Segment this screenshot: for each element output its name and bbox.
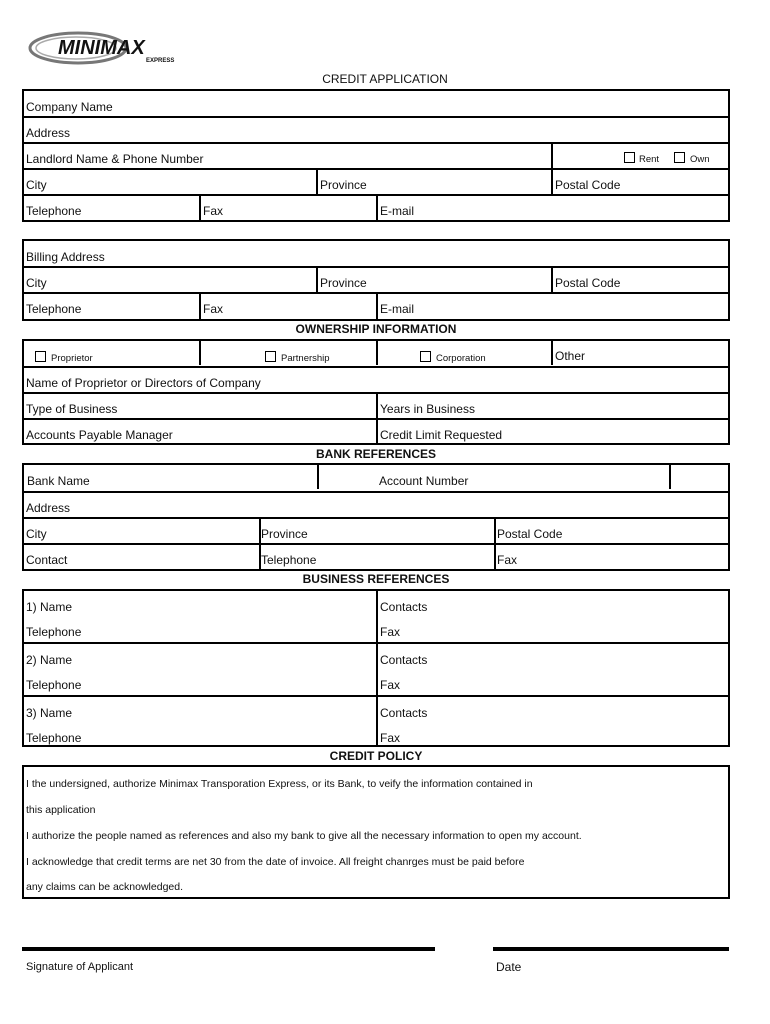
ref-2-telephone-field[interactable]: Telephone: [26, 678, 82, 692]
company-info-section: [22, 89, 730, 222]
billing-province-field[interactable]: Province: [320, 276, 367, 290]
ref-3-name-field[interactable]: 3) Name: [26, 706, 73, 720]
bank-city-field[interactable]: City: [26, 527, 47, 541]
credit-policy-section: [22, 765, 730, 899]
credit-limit-field[interactable]: Credit Limit Requested: [380, 428, 503, 442]
bank-postal-code-field[interactable]: Postal Code: [497, 527, 563, 541]
postal-code-field[interactable]: Postal Code: [555, 178, 621, 192]
proprietor-checkbox[interactable]: [35, 351, 46, 362]
type-of-business-field[interactable]: Type of Business: [26, 402, 118, 416]
billing-postal-code-field[interactable]: Postal Code: [555, 276, 621, 290]
page-title: CREDIT APPLICATION: [322, 72, 448, 86]
policy-line: I acknowledge that credit terms are net 30 from the date of invoice. All freight chanrges must be paid before: [26, 856, 525, 868]
bank-fax-field[interactable]: Fax: [497, 553, 518, 567]
corporation-checkbox[interactable]: [420, 351, 431, 362]
business-refs-heading: BUSINESS REFERENCES: [302, 572, 450, 586]
ownership-heading: OWNERSHIP INFORMATION: [295, 322, 457, 336]
ref-2-name-field[interactable]: 2) Name: [26, 653, 73, 667]
proprietor-label: Proprietor: [51, 353, 93, 364]
ref-2-fax-field[interactable]: Fax: [380, 678, 401, 692]
policy-line: I authorize the people named as references and also my bank to give all the necessary information to open my account.: [26, 830, 582, 842]
billing-city-field[interactable]: City: [26, 276, 47, 290]
landlord-field[interactable]: Landlord Name & Phone Number: [26, 152, 204, 166]
billing-fax-field[interactable]: Fax: [203, 302, 224, 316]
account-number-field[interactable]: Account Number: [379, 474, 469, 488]
city-field[interactable]: City: [26, 178, 47, 192]
logo-main-text: MINIMAX: [58, 37, 145, 59]
own-checkbox[interactable]: [674, 152, 685, 163]
ref-1-contacts-field[interactable]: Contacts: [380, 600, 428, 614]
credit-policy-heading: CREDIT POLICY: [329, 749, 423, 763]
logo-swoosh-icon: [28, 30, 198, 66]
date-line[interactable]: [493, 947, 729, 951]
signature-label: Signature of Applicant: [26, 961, 134, 973]
company-name-field[interactable]: Company Name: [26, 100, 113, 114]
ref-3-telephone-field[interactable]: Telephone: [26, 731, 82, 745]
corporation-label: Corporation: [436, 353, 486, 364]
billing-email-field[interactable]: E-mail: [380, 302, 415, 316]
bank-address-field[interactable]: Address: [26, 501, 71, 515]
bank-province-field[interactable]: Province: [261, 527, 308, 541]
billing-section: [22, 239, 730, 321]
billing-telephone-field[interactable]: Telephone: [26, 302, 82, 316]
date-label: Date: [496, 960, 522, 974]
directors-field[interactable]: Name of Proprietor or Directors of Company: [26, 376, 261, 390]
partnership-label: Partnership: [281, 353, 330, 364]
address-field[interactable]: Address: [26, 126, 71, 140]
policy-line: this application: [26, 804, 96, 816]
bank-heading: BANK REFERENCES: [315, 447, 436, 461]
ref-1-telephone-field[interactable]: Telephone: [26, 625, 82, 639]
ref-1-fax-field[interactable]: Fax: [380, 625, 401, 639]
rent-label: Rent: [639, 154, 660, 165]
signature-line[interactable]: [22, 947, 435, 951]
other-field[interactable]: Other: [555, 349, 586, 363]
bank-contact-field[interactable]: Contact: [26, 553, 68, 567]
ref-3-contacts-field[interactable]: Contacts: [380, 706, 428, 720]
billing-address-field[interactable]: Billing Address: [26, 250, 105, 264]
own-label: Own: [690, 154, 710, 165]
minimax-logo: [28, 30, 198, 66]
ownership-section: [22, 339, 730, 445]
partnership-checkbox[interactable]: [265, 351, 276, 362]
fax-field[interactable]: Fax: [203, 204, 224, 218]
ref-1-name-field[interactable]: 1) Name: [26, 600, 73, 614]
bank-telephone-field[interactable]: Telephone: [261, 553, 317, 567]
years-in-business-field[interactable]: Years in Business: [380, 402, 475, 416]
policy-line: I the undersigned, authorize Minimax Transporation Express, or its Bank, to veify the information contained in: [26, 778, 533, 790]
ap-manager-field[interactable]: Accounts Payable Manager: [26, 428, 173, 442]
business-refs-section: [22, 589, 730, 747]
rent-checkbox[interactable]: [624, 152, 635, 163]
bank-section: [22, 463, 730, 571]
bank-name-field[interactable]: Bank Name: [27, 474, 90, 488]
policy-line: any claims can be acknowledged.: [26, 881, 184, 893]
email-field[interactable]: E-mail: [380, 204, 415, 218]
ref-2-contacts-field[interactable]: Contacts: [380, 653, 428, 667]
logo-sub-text: EXPRESS: [146, 58, 175, 64]
ref-3-fax-field[interactable]: Fax: [380, 731, 401, 745]
province-field[interactable]: Province: [320, 178, 367, 192]
telephone-field[interactable]: Telephone: [26, 204, 82, 218]
